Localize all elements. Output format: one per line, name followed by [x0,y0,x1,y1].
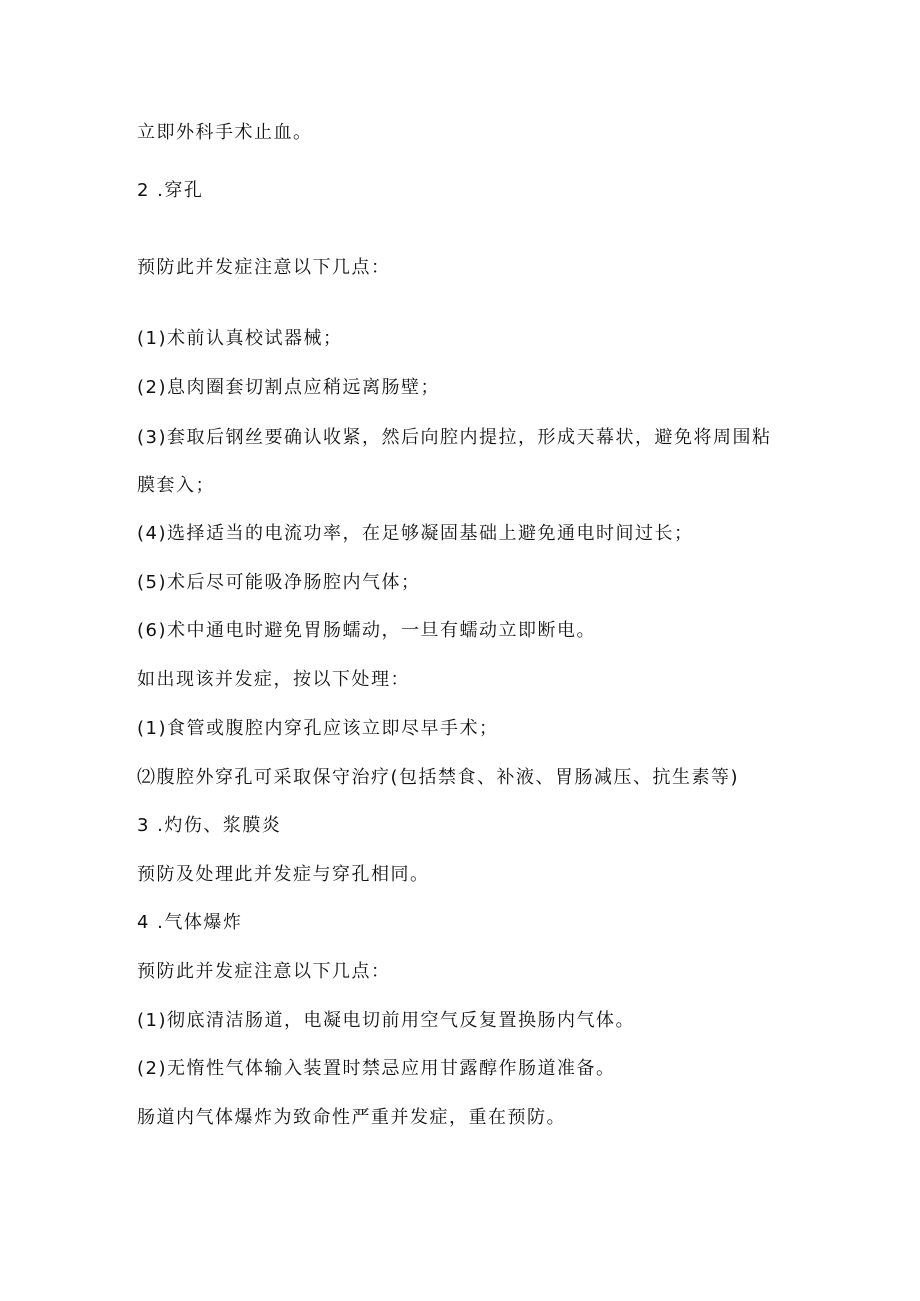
list-item: (2)息肉圈套切割点应稍远离肠壁； [137,377,440,398]
paragraph-line: 如出现该并发症，按以下处理： [137,669,410,690]
list-item: (1)食管或腹腔内穿孔应该立即尽早手术； [137,718,499,739]
list-item: (1)彻底清洁肠道，电凝电切前用空气反复置换肠内气体。 [137,1010,635,1031]
paragraph-line: 肠道内气体爆炸为致命性严重并发症，重在预防。 [137,1107,566,1128]
paragraph-line: 预防此并发症注意以下几点： [137,257,391,278]
section-heading-burn-serositis: 3 .灼伤、浆膜炎 [137,815,282,836]
section-heading-gas-explosion: 4 .气体爆炸 [137,912,243,933]
list-item: (6)术中通电时避免胃肠蠕动，一旦有蠕动立即断电。 [137,620,596,641]
list-item: (5)术后尽可能吸净肠腔内气体； [137,572,421,593]
paragraph-line: 立即外科手术止血。 [137,122,313,143]
list-item-continuation: 膜套入； [137,475,215,496]
list-item: (4)选择适当的电流功率，在足够凝固基础上避免通电时间过长； [137,523,694,544]
list-item: (2)无惰性气体输入装置时禁忌应用甘露醇作肠道准备。 [137,1058,616,1079]
section-heading-perforation: 2 .穿孔 [137,180,204,201]
paragraph-line: 预防及处理此并发症与穿孔相同。 [137,864,430,885]
paragraph-line: 预防此并发症注意以下几点： [137,961,391,982]
list-item: (3)套取后钢丝要确认收紧，然后向腔内提拉，形成天幕状，避免将周围粘 [137,427,772,448]
list-item: (1)术前认真校试器械； [137,328,343,349]
list-item: ⑵腹腔外穿孔可采取保守治疗(包括禁食、补液、胃肠减压、抗生素等) [137,767,740,788]
